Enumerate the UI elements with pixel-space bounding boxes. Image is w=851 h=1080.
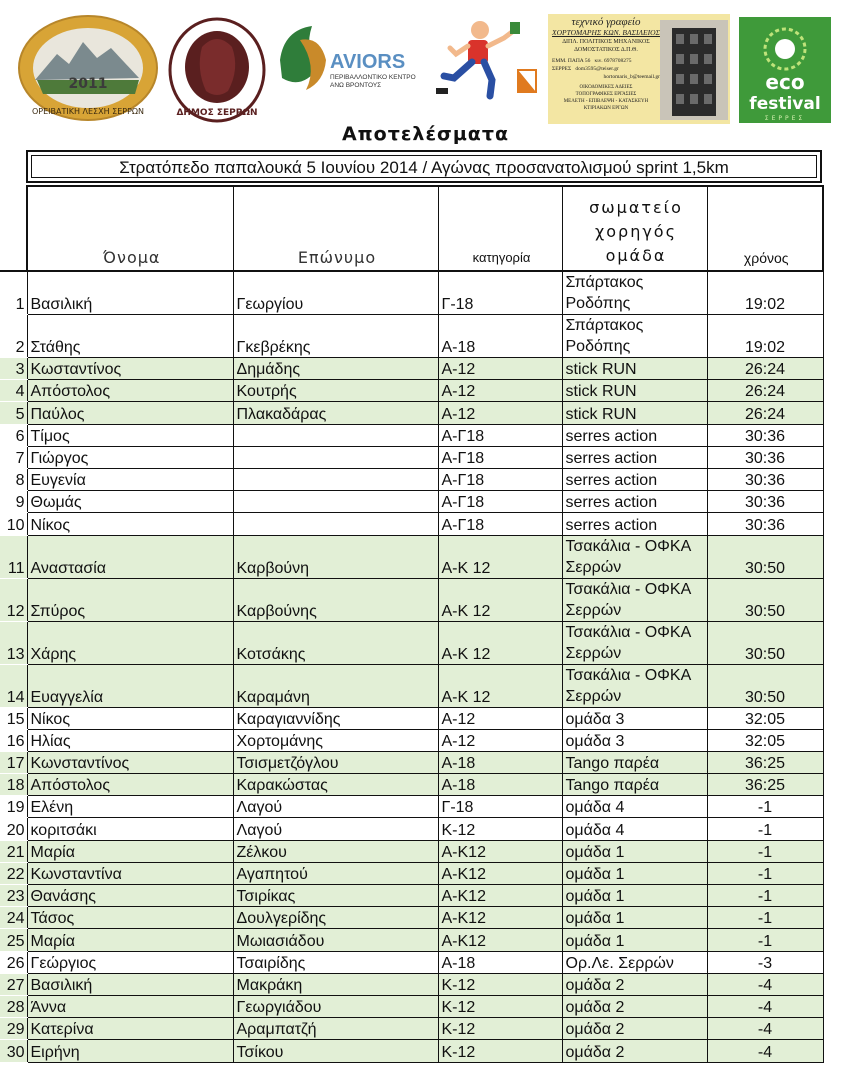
header-category: κατηγορία: [438, 186, 562, 271]
first-name-cell: Κωσταντίνος: [27, 358, 233, 380]
table-row: [0, 315, 823, 358]
surname-cell: Μωιασιάδου: [233, 929, 438, 951]
surname-cell: Τσαιρίδης: [233, 951, 438, 973]
time-cell: -4: [707, 973, 823, 995]
category-cell: Κ-12: [438, 995, 562, 1017]
time-cell: 32:05: [707, 707, 823, 729]
category-cell: Α-Κ12: [438, 840, 562, 862]
category-cell: Α-Κ 12: [438, 664, 562, 707]
table-row: [0, 271, 823, 315]
first-name-cell: Ηλίας: [27, 729, 233, 751]
table-row: [0, 513, 823, 535]
row-number: 25: [0, 929, 27, 951]
time-cell: -1: [707, 796, 823, 818]
table-row: [0, 621, 823, 664]
category-cell: Α-Γ18: [438, 446, 562, 468]
table-row: [0, 818, 823, 840]
first-name-cell: κοριτσάκι: [27, 818, 233, 840]
category-cell: Α-12: [438, 380, 562, 402]
time-cell: 19:02: [707, 315, 823, 358]
time-cell: 30:36: [707, 513, 823, 535]
category-cell: Κ-12: [438, 973, 562, 995]
table-row: [0, 424, 823, 446]
time-cell: -1: [707, 862, 823, 884]
first-name-cell: Σπύρος: [27, 578, 233, 621]
row-number: 27: [0, 973, 27, 995]
row-number: 20: [6, 821, 25, 839]
surname-cell: [233, 468, 438, 490]
surname-cell: Χορτομάνης: [233, 729, 438, 751]
club-cell: Τσακάλια - ΟΦΚΑ Σερρών: [562, 535, 707, 578]
surname-cell: Καρβούνη: [233, 535, 438, 578]
header-club-line3: ομάδα: [605, 246, 667, 265]
club-cell: stick RUN: [562, 358, 707, 380]
mountain-club-logo: [17, 14, 159, 122]
row-number: 19: [6, 799, 25, 817]
surname-cell: Δουλγερίδης: [233, 907, 438, 929]
sponsor-logos: [0, 0, 851, 126]
office-line: ΣΕΡΡΕΣ: [552, 66, 572, 72]
club-cell: serres action: [562, 513, 707, 535]
category-cell: Α-12: [438, 707, 562, 729]
time-cell: 30:50: [707, 535, 823, 578]
surname-cell: Γεωργίου: [233, 271, 438, 315]
row-number: 8: [15, 472, 25, 490]
table-row: [0, 380, 823, 402]
club-cell: Σπάρτακος Ροδόπης: [562, 315, 707, 358]
eco-line2: festival: [749, 94, 821, 114]
category-cell: Α-18: [438, 951, 562, 973]
category-cell: Α-12: [438, 729, 562, 751]
row-number: 3: [0, 358, 27, 380]
surname-cell: Καρακώστας: [233, 774, 438, 796]
time-cell: -4: [707, 1018, 823, 1040]
category-cell: Α-18: [438, 315, 562, 358]
row-number: 11: [0, 535, 27, 578]
event-title: Στρατόπεδο παπαλουκά 5 Ιουνίου 2014 / Αγώνας προσανατολισμού sprint 1,5km: [31, 155, 817, 178]
table-row: [0, 995, 823, 1017]
category-cell: Α-12: [438, 358, 562, 380]
time-cell: 19:02: [707, 271, 823, 315]
row-number: 12: [0, 578, 27, 621]
time-cell: 30:50: [707, 578, 823, 621]
municipality-logo: [168, 17, 266, 123]
category-cell: Α-Γ18: [438, 424, 562, 446]
time-cell: 30:36: [707, 424, 823, 446]
header-club-line1: σωματείο: [589, 198, 683, 217]
row-number: 6: [15, 427, 25, 445]
surname-cell: Λαγού: [233, 818, 438, 840]
club-cell: Τσακάλια - ΟΦΚΑ Σερρών: [562, 578, 707, 621]
row-number: 28: [0, 995, 27, 1017]
first-name-cell: Ευαγγελία: [27, 664, 233, 707]
office-line: ΕΜΜ. ΠΑΠΑ 56: [552, 58, 591, 64]
club-cell: stick RUN: [562, 380, 707, 402]
time-cell: 30:50: [707, 664, 823, 707]
table-row: [0, 885, 823, 907]
surname-cell: Καραμάνη: [233, 664, 438, 707]
club-logo-year: 2011: [68, 76, 108, 92]
time-cell: -1: [707, 907, 823, 929]
first-name-cell: Βασιλική: [27, 271, 233, 315]
first-name-cell: Ευγενία: [27, 468, 233, 490]
surname-cell: Μακράκη: [233, 973, 438, 995]
time-cell: 26:24: [707, 402, 823, 424]
aviors-sub2: ΑΝΩ ΒΡΟΝΤΟΥΣ: [330, 82, 382, 89]
club-cell: ομάδα 1: [562, 929, 707, 951]
club-cell: ομάδα 2: [562, 1040, 707, 1062]
first-name-cell: Παύλος: [27, 402, 233, 424]
first-name-cell: Άννα: [27, 995, 233, 1017]
first-name-cell: Τάσος: [27, 907, 233, 929]
header-surname: Επώνυμο: [233, 186, 438, 271]
table-row: [0, 535, 823, 578]
row-number: 18: [0, 774, 27, 796]
table-row: [0, 840, 823, 862]
table-row: [0, 951, 823, 973]
first-name-cell: Κωνσταντίνος: [27, 751, 233, 773]
surname-cell: [233, 491, 438, 513]
category-cell: Κ-12: [438, 1040, 562, 1062]
category-cell: Α-Γ18: [438, 513, 562, 535]
header-club: [562, 186, 707, 271]
office-line: dom3595@teiser.gr: [575, 66, 619, 72]
club-cell: Σπάρτακος Ροδόπης: [562, 271, 707, 315]
club-cell: Tango παρέα: [562, 751, 707, 773]
row-number: 22: [0, 862, 27, 884]
category-cell: Α-Κ12: [438, 929, 562, 951]
office-line: ΚΤΙΡΙΑΚΩΝ ΕΡΓΩΝ: [583, 106, 629, 111]
table-row: [0, 751, 823, 773]
club-cell: serres action: [562, 491, 707, 513]
club-cell: Tango παρέα: [562, 774, 707, 796]
office-line: ΔΟΜΟΣΤΑΤΙΚΟΣ Δ.Π.Θ.: [574, 47, 638, 53]
aviors-sub1: ΠΕΡΙΒΑΛΛΟΝΤΙΚΟ ΚΕΝΤΡΟ: [330, 74, 416, 81]
table-row: [0, 929, 823, 951]
surname-cell: Αγαπητού: [233, 862, 438, 884]
header-club-line2: χορηγός: [595, 222, 677, 241]
time-cell: 30:50: [707, 621, 823, 664]
first-name-cell: Τίμος: [27, 424, 233, 446]
club-cell: ομάδα 4: [562, 818, 707, 840]
club-logo-text: ΟΡΕΙΒΑΤΙΚΗ ΛΕΣΧΗ ΣΕΡΡΩΝ: [31, 107, 145, 116]
first-name-cell: Χάρης: [27, 621, 233, 664]
row-number: 7: [15, 449, 25, 467]
header-time: χρόνος: [707, 186, 823, 271]
table-row: [0, 491, 823, 513]
row-number: 24: [0, 907, 27, 929]
club-cell: serres action: [562, 468, 707, 490]
table-row: [0, 862, 823, 884]
row-number: 30: [0, 1040, 27, 1062]
category-cell: Α-Κ 12: [438, 578, 562, 621]
row-number: 16: [6, 732, 25, 750]
category-cell: Α-18: [438, 774, 562, 796]
technical-office-card: [548, 14, 730, 124]
club-cell: ομάδα 1: [562, 840, 707, 862]
first-name-cell: Κατερίνα: [27, 1018, 233, 1040]
first-name-cell: Γιώργος: [27, 446, 233, 468]
office-line: ΟΙΚΟΔΟΜΙΚΕΣ ΑΔΕΙΕΣ: [579, 85, 633, 90]
municipality-logo-text: ΔΗΜΟΣ ΣΕΡΡΩΝ: [176, 108, 258, 118]
time-cell: 36:25: [707, 751, 823, 773]
category-cell: Α-Κ 12: [438, 621, 562, 664]
eco-festival-logo: [739, 17, 831, 123]
surname-cell: Γεωργιάδου: [233, 995, 438, 1017]
aviors-logo: [274, 20, 424, 100]
category-cell: Κ-12: [438, 1018, 562, 1040]
surname-cell: Λαγού: [233, 796, 438, 818]
time-cell: -4: [707, 1040, 823, 1062]
table-row: [0, 358, 823, 380]
table-row: [0, 1040, 823, 1062]
orienteering-runner-icon: [432, 18, 540, 102]
club-cell: ομάδα 1: [562, 862, 707, 884]
first-name-cell: Απόστολος: [27, 380, 233, 402]
table-row: [0, 907, 823, 929]
table-row: [0, 578, 823, 621]
club-cell: ομάδα 3: [562, 707, 707, 729]
first-name-cell: Γεώργιος: [27, 951, 233, 973]
first-name-cell: Βασιλική: [27, 973, 233, 995]
row-number: 17: [0, 751, 27, 773]
first-name-cell: Ειρήνη: [27, 1040, 233, 1062]
table-row: [0, 707, 823, 729]
surname-cell: Τσιρίκας: [233, 885, 438, 907]
club-cell: Ορ.Λε. Σερρών: [562, 951, 707, 973]
club-cell: serres action: [562, 424, 707, 446]
category-cell: Α-Κ12: [438, 907, 562, 929]
category-cell: Α-Γ18: [438, 491, 562, 513]
category-cell: Γ-18: [438, 271, 562, 315]
office-line: ΧΟΡΤΟΜΑΡΗΣ ΚΩΝ. ΒΑΣΙΛΕΙΟΣ: [552, 28, 660, 37]
time-cell: -1: [707, 929, 823, 951]
club-cell: ομάδα 1: [562, 907, 707, 929]
row-number: 2: [15, 339, 25, 356]
club-cell: ομάδα 3: [562, 729, 707, 751]
row-number: 5: [0, 402, 27, 424]
eco-line3: ΣΕΡΡΕΣ: [764, 115, 806, 122]
club-cell: ομάδα 2: [562, 995, 707, 1017]
office-building-image: [660, 20, 728, 120]
time-cell: -3: [707, 951, 823, 973]
time-cell: 26:24: [707, 358, 823, 380]
category-cell: Α-Κ12: [438, 862, 562, 884]
surname-cell: [233, 424, 438, 446]
surname-cell: Τσίκου: [233, 1040, 438, 1062]
first-name-cell: Νίκος: [27, 513, 233, 535]
surname-cell: Γκεβρέκης: [233, 315, 438, 358]
row-number: 23: [0, 885, 27, 907]
time-cell: 30:36: [707, 468, 823, 490]
surname-cell: [233, 513, 438, 535]
eco-line1: eco: [765, 70, 805, 94]
first-name-cell: Στάθης: [27, 315, 233, 358]
first-name-cell: Αναστασία: [27, 535, 233, 578]
club-cell: serres action: [562, 446, 707, 468]
first-name-cell: Μαρία: [27, 840, 233, 862]
surname-cell: Αραμπατζή: [233, 1018, 438, 1040]
office-line: ΜΕΛΕΤΗ - ΕΠΙΒΛΕΨΗ - ΚΑΤΑΣΚΕΥΗ: [563, 99, 649, 104]
row-number: 14: [0, 664, 27, 707]
row-number: 4: [0, 380, 27, 402]
club-cell: ομάδα 2: [562, 1018, 707, 1040]
surname-cell: Καραγιαννίδης: [233, 707, 438, 729]
header-name: Όνομα: [27, 186, 233, 271]
table-row: [0, 774, 823, 796]
row-number: 9: [15, 494, 25, 512]
table-row: [0, 973, 823, 995]
category-cell: Α-Γ18: [438, 468, 562, 490]
time-cell: -1: [707, 840, 823, 862]
time-cell: 26:24: [707, 380, 823, 402]
first-name-cell: Κωνσταντίνα: [27, 862, 233, 884]
club-cell: ομάδα 2: [562, 973, 707, 995]
table-row: [0, 402, 823, 424]
surname-cell: Ζέλκου: [233, 840, 438, 862]
time-cell: -1: [707, 818, 823, 840]
table-row: [0, 729, 823, 751]
table-row: [0, 1018, 823, 1040]
time-cell: 36:25: [707, 774, 823, 796]
table-row: [0, 468, 823, 490]
row-number: 15: [6, 710, 25, 728]
category-cell: Α-Κ12: [438, 885, 562, 907]
row-number: 13: [0, 621, 27, 664]
club-cell: ομάδα 4: [562, 796, 707, 818]
first-name-cell: Απόστολος: [27, 774, 233, 796]
office-line: ΔΙΠΛ. ΠΟΛΙΤΙΚΟΣ ΜΗΧΑΝΙΚΟΣ: [562, 39, 650, 45]
time-cell: 30:36: [707, 446, 823, 468]
surname-cell: Δημάδης: [233, 358, 438, 380]
first-name-cell: Ελένη: [27, 796, 233, 818]
first-name-cell: Θανάσης: [27, 885, 233, 907]
surname-cell: Καρβούνης: [233, 578, 438, 621]
row-number: 10: [6, 516, 25, 534]
first-name-cell: Θωμάς: [27, 491, 233, 513]
office-line: ΤΟΠΟΓΡΑΦΙΚΕΣ ΕΡΓΑΣΙΕΣ: [575, 92, 637, 97]
category-cell: Α-18: [438, 751, 562, 773]
table-row: [0, 446, 823, 468]
club-cell: ομάδα 1: [562, 885, 707, 907]
page-title: Αποτελέσματα: [341, 123, 510, 145]
time-cell: -1: [707, 885, 823, 907]
office-line: τεχνικό γραφείο: [571, 16, 641, 28]
header-row: [0, 186, 823, 271]
office-line: hortomaris_b@teemail.gr: [603, 74, 660, 80]
aviors-name: AVIORS: [330, 51, 406, 73]
surname-cell: Τσισμετζόγλου: [233, 751, 438, 773]
category-cell: Α-12: [438, 402, 562, 424]
table-row: [0, 796, 823, 818]
row-number: 26: [6, 954, 25, 972]
surname-cell: Κοτσάκης: [233, 621, 438, 664]
time-cell: 30:36: [707, 491, 823, 513]
surname-cell: [233, 446, 438, 468]
event-title-box: [26, 150, 822, 183]
time-cell: -4: [707, 995, 823, 1017]
surname-cell: Κουτρής: [233, 380, 438, 402]
time-cell: 32:05: [707, 729, 823, 751]
first-name-cell: Μαρία: [27, 929, 233, 951]
club-cell: Τσακάλια - ΟΦΚΑ Σερρών: [562, 621, 707, 664]
row-number: 21: [0, 840, 27, 862]
surname-cell: Πλακαδάρας: [233, 402, 438, 424]
category-cell: Κ-12: [438, 818, 562, 840]
row-number: 1: [15, 296, 25, 313]
club-cell: Τσακάλια - ΟΦΚΑ Σερρών: [562, 664, 707, 707]
office-line: κιν. 6978708275: [594, 58, 632, 64]
category-cell: Γ-18: [438, 796, 562, 818]
category-cell: Α-Κ 12: [438, 535, 562, 578]
results-table: [0, 185, 824, 1063]
table-row: [0, 664, 823, 707]
club-cell: stick RUN: [562, 402, 707, 424]
first-name-cell: Νίκος: [27, 707, 233, 729]
row-number: 29: [0, 1018, 27, 1040]
